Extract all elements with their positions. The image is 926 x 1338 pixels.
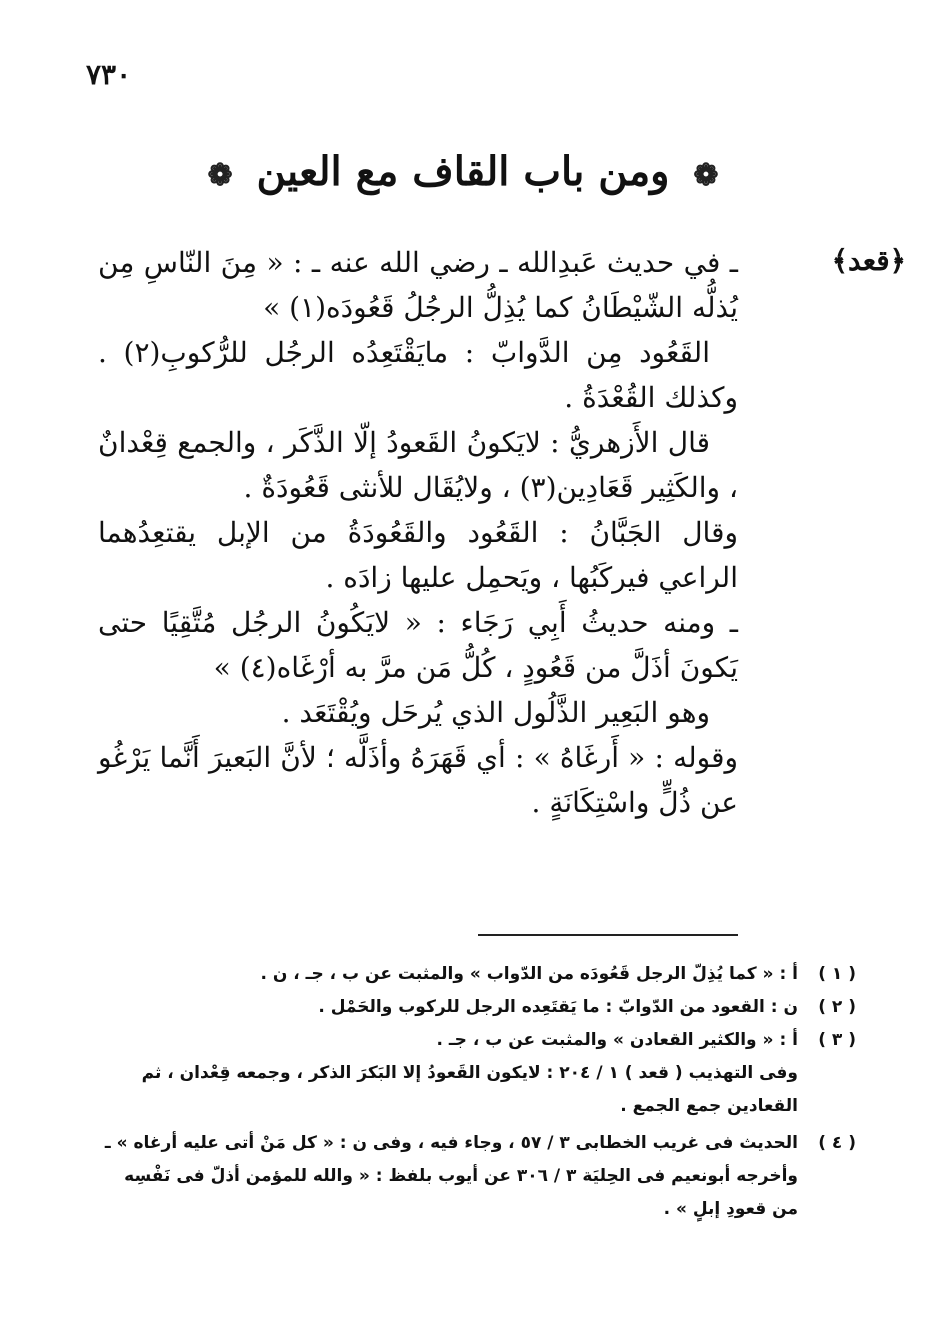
footnote xyxy=(96,991,856,1024)
page-number: ٧٣٠ xyxy=(86,58,132,91)
footnote-body xyxy=(96,991,798,1024)
paragraph-arghah: وقوله : « أَرغَاهُ » : أي قَهَرَهُ وأذَلَّه ؛ لأنَّ البَعيرَ أَنَّما يَرْغُو عن ذُلٍّ واسْتِكَانَةٍ . xyxy=(98,741,738,819)
footnote-number: ( ٢ ) xyxy=(818,997,856,1017)
footnote-number: ( ٣ ) xyxy=(818,1030,856,1050)
footnote-body xyxy=(96,958,798,991)
footnote-body xyxy=(96,1024,798,1123)
footnote-body xyxy=(96,1127,798,1226)
footnote-line: وفى التهذيب ( قعد ) ١ / ٢٠٤ : لايكون القَعودُ إلا البَكرَ الذكر ، وجمعه قِعْدان ، ثم القعادين جمع الجمع . xyxy=(141,1063,798,1116)
entry-root: ﴿قعد﴾ xyxy=(831,244,906,277)
footnote-line: ن : القعود من الدّوابّ : ما يَقتَعِده الرجل للركوب والحَمْل . xyxy=(318,997,798,1017)
footnote xyxy=(96,958,856,991)
paragraph-qaud-definition: القَعُود مِن الدَّوابّ : مايَقْتَعِدُه الرجُل للرُّكوبِ(٢) . وكذلك القُعْدَةُ . xyxy=(98,336,738,414)
footnote-number: ( ١ ) xyxy=(818,964,856,984)
ornament-left: ❁ xyxy=(207,158,233,193)
chapter-title-text: ومن باب القاف مع العين xyxy=(256,148,670,195)
chapter-title xyxy=(0,148,926,195)
paragraph-hadith-abdullah: ـ في حديث عَبدِالله ـ رضي الله عنه ـ : « مِنَ النّاسِ مِن يُذلُّه الشّيْطَانُ كما يُذِلُّ الرجُلُ قَعُودَه(١) » xyxy=(98,246,738,324)
paragraph-hadith-abi-raja: ـ ومنه حديثُ أَبِي رَجَاء : « لايَكُونُ الرجُل مُتَّقِيًا حتى يَكونَ أذَلَّ من قَعُودٍ ، كُلُّ مَن مرَّ به أرْغَاه(٤) » xyxy=(98,606,738,684)
footnote xyxy=(96,1127,856,1226)
footnote-number: ( ٤ ) xyxy=(818,1133,856,1153)
footnotes xyxy=(96,958,856,1226)
footnote-line: الحديث فى غريب الخطابى ٣ / ٥٧ ، وجاء فيه ، وفى ن : « كل مَنْ أتى عليه أرغاه » ـ وأخرجه أبونعيم فى الحِليَة ٣ / ٣٠٦ عن أيوب بلفظ : « والله للمؤمن أذلّ فى نَفْسِه من قعودِ إبلٍ » . xyxy=(104,1133,798,1219)
ornament-right: ❁ xyxy=(693,158,719,193)
paragraph-azhari: قال الأَزهريُّ : لايَكونُ القَعودُ إلّا الذَّكَر ، والجمع قِعْدانٌ ، والكَثِير قَعَادِين(٣) ، ولايُقَال للأنثى قَعُودَةٌ . xyxy=(98,426,738,504)
footnote xyxy=(96,1024,856,1123)
footnote-line: أ : « كما يُذِلّ الرجل قَعُودَه من الدّواب » والمثبت عن ب ، جـ ، ن . xyxy=(260,964,798,984)
body-text xyxy=(98,240,738,825)
footnote-rule xyxy=(478,934,738,936)
footnote-line: أ : « والكثير القعادن » والمثبت عن ب ، جـ . xyxy=(436,1030,798,1050)
paragraph-baeer: وهو البَعِير الذَّلُول الذي يُرحَل ويُقْتَعَد . xyxy=(281,696,710,729)
paragraph-jabban: وقال الجَبَّانُ : القَعُود والقَعُودَةُ من الإبل يقتعِدُهما الراعي فيركَبُها ، ويَحمِل عليها زادَه . xyxy=(98,516,738,594)
